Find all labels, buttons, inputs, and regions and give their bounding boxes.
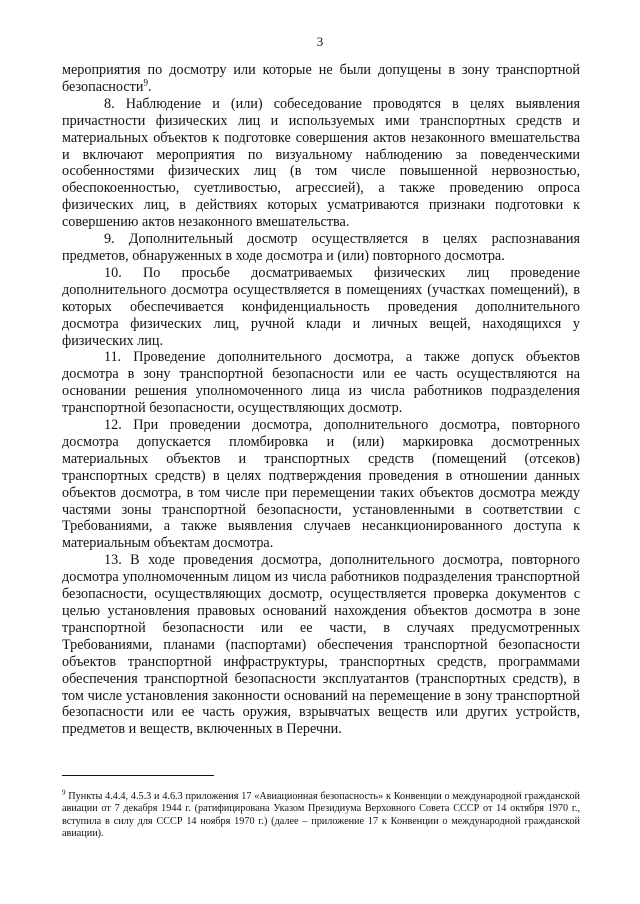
paragraph-13: 13. В ходе проведения досмотра, дополнительного досмотра, повторного досмотра уполномоченным лицом из числа работников подразделения транспортной безопасности, осуществляющих досмотр, осуществляется проверка документов с целью установления правовых оснований нахождения объектов досмотра в зоне транспортной безопасности или ее части, в случаях предусмотренных Требованиями, планами (паспортами) обеспечения транспортной безопасности объектов транспортной инфраструктуры, транспортных средств, программами обеспечения транспортной безопасности эксплуатантов (транспортных средств), в том числе установления законности оснований на перемещение в зону транспортной безопасности или ее часть оружия, взрывчатых веществ или других устройств, предметов и веществ, включенных в Перечни. xyxy=(62,552,580,738)
paragraph-8: 8. Наблюдение и (или) собеседование проводятся в целях выявления причастности физических лиц и используемых ими транспортных средств и материальных объектов к подготовке совершения актов незаконного вмешательства и включают мероприятия по визуальному наблюдению за поведенческими особенностями физических лиц (в том числе повышенной нервозностью, обеспокоенностью, суетливостью, агрессией), а также проведению опроса физических лиц, в действиях которых усматриваются признаки подготовки к совершению актов незаконного вмешательства. xyxy=(62,95,580,231)
page-number: 3 xyxy=(316,34,324,49)
paragraph-10: 10. По просьбе досматриваемых физических лиц проведение дополнительного досмотра осуществляется в помещениях (участках помещений), в которых обеспечивается конфиденциальность проведения дополнительного досмотра физических лиц, ручной клади и личных вещей, находящихся у физических лиц. xyxy=(62,264,580,349)
footnote-marker: 9 xyxy=(62,788,66,797)
paragraph-12: 12. При проведении досмотра, дополнительного досмотра, повторного досмотра допускается пломбировка и (или) маркировка досмотренных материальных объектов и транспортных средств (помещений (отсеков) транспортных средств) в целях подтверждения проведения в отношении данных объектов досмотра, в том числе при перемещении таких объектов досмотра между частями зоны транспортной безопасности, установленными в соответствии с Требованиями, а также выявления случаев несанкционированного доступа к материальным объектам досмотра. xyxy=(62,417,580,552)
footnote-divider xyxy=(62,775,214,776)
footnote-text: Пункты 4.4.4, 4.5.3 и 4.6.3 приложения 17 «Авиационная безопасность» к Конвенции о международной гражданской авиации от 7 декабря 1944 г. (ратифицирована Указом Президиума Верховного Совета СССР от 14 октября 1970 г., вступила в силу для СССР 14 ноября 1970 г.) (далее – приложение 17 к Конвенции о международной гражданской авиации). xyxy=(62,791,580,840)
paragraph-terminator: . xyxy=(147,78,152,95)
paragraph-text: мероприятия по досмотру или которые не были допущены в зону транспортной безопасности xyxy=(62,62,580,95)
footnote xyxy=(62,788,580,841)
paragraph-11: 11. Проведение дополнительного досмотра, а также допуск объектов досмотра в зону транспортной безопасности или ее часть осуществляются на основании решения уполномоченного лица из числа работников подразделения транспортной безопасности, осуществляющих досмотр. xyxy=(62,349,580,417)
footnote-reference: 9 xyxy=(143,77,148,88)
paragraph-9: 9. Дополнительный досмотр осуществляется в целях распознавания предметов, обнаруженных в ходе досмотра и (или) повторного досмотра. xyxy=(62,231,580,264)
document-body xyxy=(62,62,580,738)
paragraph-continuation xyxy=(62,62,580,96)
